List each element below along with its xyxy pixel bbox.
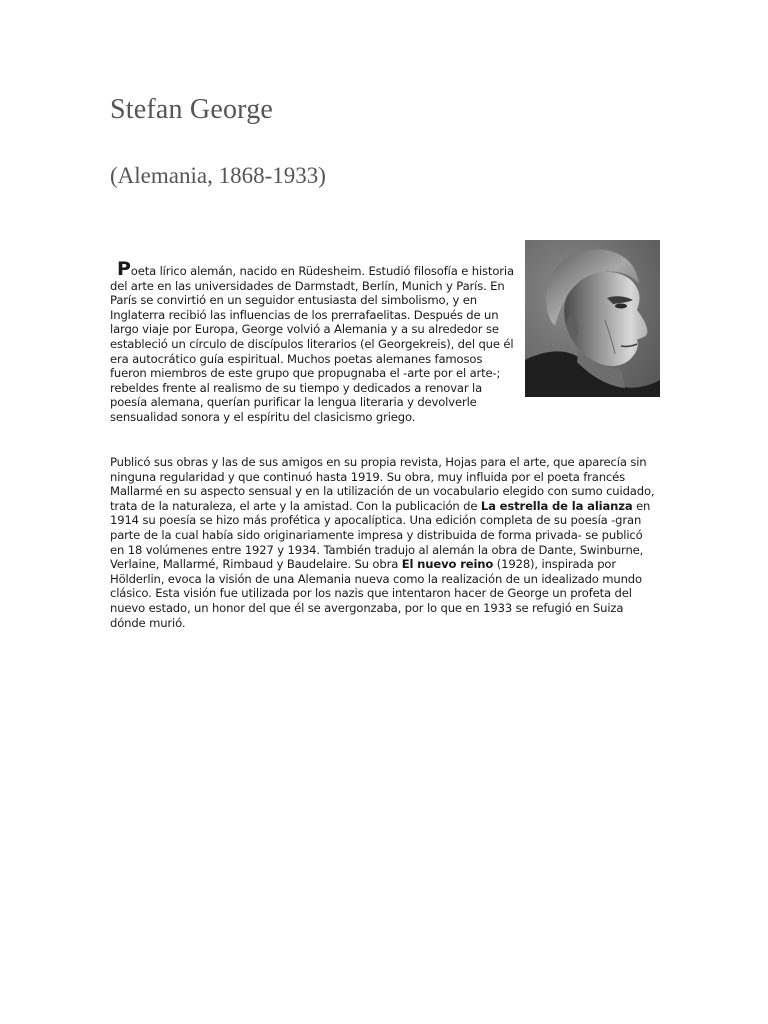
paragraph-1-text: oeta lírico alemán, nacido en Rüdesheim. Estudió filosofía e historia del arte en las universidades de Darmstadt, Berlín, Munich y París. En París se convirtió en un seguidor entusiasta del simbolismo, y en Inglaterra recibió las influencias de los prerrafaelitas. Después de un largo viaje por Europa, George volvió a Alemania y a su alrededor se estableció un círculo de discípulos literarios (el Georgekreis), del que él era autocrático guía espiritual. Muchos poetas alemanes famosos fueron miembros de este grupo que propugnaba el -arte por el arte-; rebeldes frente al realismo de su tiempo y dedicados a renovar la poesía alemana, querían purificar la lengua literaria y devolverle sensualidad sonora y el espíritu del clasicismo griego. xyxy=(110,264,514,424)
paragraph-1 xyxy=(110,258,660,425)
page-title: Stefan George xyxy=(110,94,274,125)
portrait-photo xyxy=(525,240,660,397)
page-subtitle: (Alemania, 1868-1933) xyxy=(110,163,326,188)
paragraph-2-part-3: (1928), inspirada por Hölderlin, evoca la visión de una Alemania nueva como la realización de un idealizado mundo clásico. Esta visión fue utilizada por los nazis que intentaron hacer de George un profeta del nuevo estado, un honor del que él se avergonzaba, por lo que en 1933 se refugió en Suiza dónde murió. xyxy=(110,557,642,630)
work-title-la-estrella: La estrella de la alianza xyxy=(480,498,633,513)
paragraph-2-part-1: Publicó sus obras y las de sus amigos en su propia revista, Hojas para el arte, que aparecía sin ninguna regularidad y que continuó hasta 1919. Su obra, muy influida por el poeta francés Mallarmé en su aspecto sensual y en la utilización de un vocabulario elegido con sumo cuidado, trata de la naturaleza, el arte y la amistad. Con la publicación de xyxy=(110,455,655,513)
paragraph-2 xyxy=(110,455,660,630)
work-title-el-nuevo-reino: El nuevo reino xyxy=(401,557,494,572)
drop-cap: P xyxy=(117,258,131,280)
paragraph-2-part-2: en 1914 su poesía se hizo más profética y apocalíptica. Una edición completa de su poesía -gran parte de la cual había sido originariamente impresa y distribuida de forma privada- se publicó en 18 volúmenes entre 1927 y 1934. También tradujo al alemán la obra de Dante, Swinburne, Verlaine, Mallarmé, Rimbaud y Baudelaire. Su obra xyxy=(110,498,651,572)
